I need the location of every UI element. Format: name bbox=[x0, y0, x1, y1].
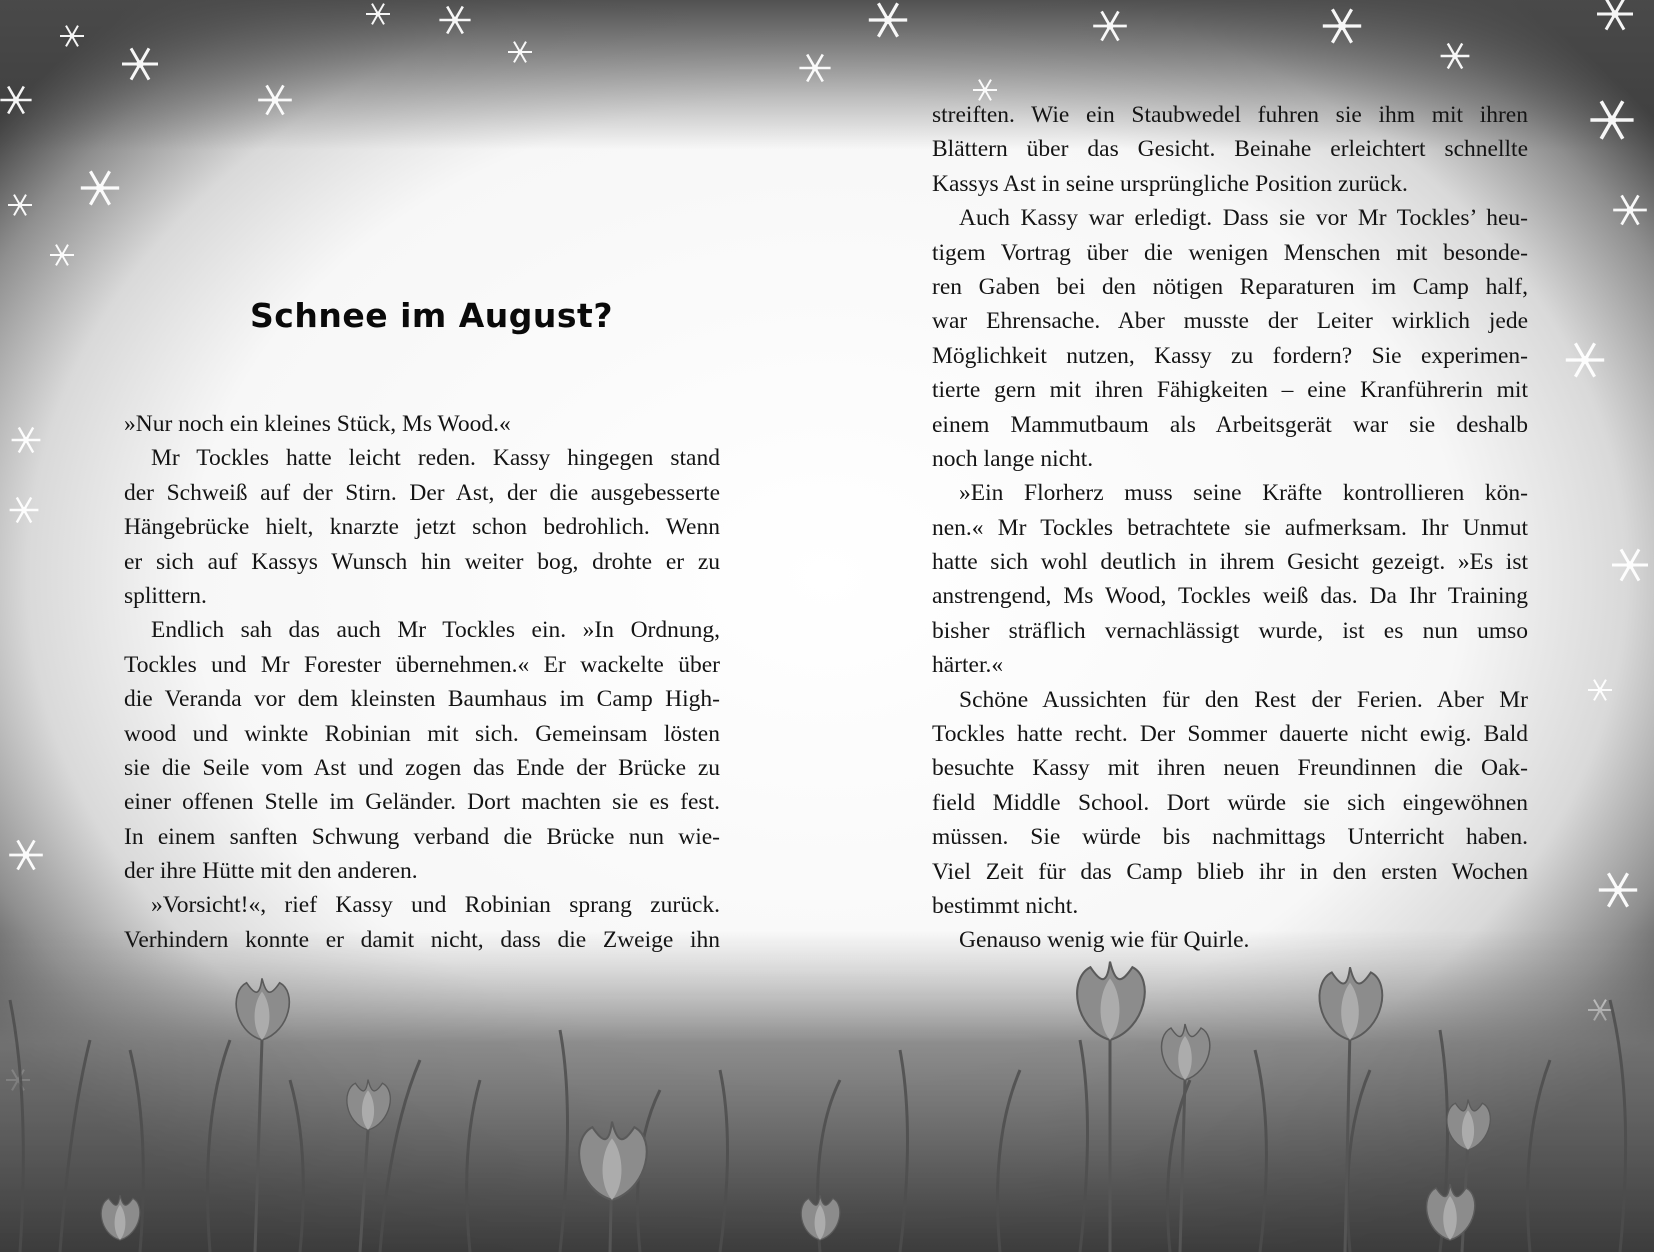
text-line: splittern. bbox=[124, 582, 207, 609]
text-line: bestimmt nicht. bbox=[932, 892, 1079, 919]
text-line: »Nur noch ein kleines Stück, Ms Wood.« bbox=[124, 411, 511, 437]
text-line: besuchte Kassy mit ihren neuen Freundinnen die Oak- bbox=[932, 755, 1528, 782]
text-line: bisher sträflich vernachlässigt wurde, ist es nun umso bbox=[932, 617, 1528, 644]
text-line: der ihre Hütte mit den anderen. bbox=[124, 858, 418, 885]
text-line: sie die Seile vom Ast und zogen das Ende der Brücke zu bbox=[124, 754, 720, 781]
right-page-text bbox=[932, 98, 1528, 958]
text-line: Verhindern konnte er damit nicht, dass die Zweige ihn bbox=[124, 926, 720, 953]
text-line: In einem sanften Schwung verband die Brücke nun wie- bbox=[124, 823, 720, 850]
text-line: einer offenen Stelle im Geländer. Dort machten sie es fest. bbox=[124, 789, 720, 816]
text-line: Tockles und Mr Forester übernehmen.« Er wackelte über bbox=[124, 651, 720, 678]
text-line: streiften. Wie ein Staubwedel fuhren sie ihm mit ihren bbox=[932, 102, 1528, 128]
text-line: »Vorsicht!«, rief Kassy und Robinian sprang zurück. bbox=[151, 892, 720, 919]
text-line: nen.« Mr Tockles betrachtete sie aufmerksam. Ihr Unmut bbox=[932, 514, 1528, 541]
text-line: ren Gaben bei den nötigen Reparaturen im Camp half, bbox=[932, 273, 1528, 300]
text-line: Genauso wenig wie für Quirle. bbox=[959, 927, 1250, 954]
text-line: Möglichkeit nutzen, Kassy zu fordern? Sie experimen- bbox=[932, 342, 1528, 369]
text-line: anstrengend, Ms Wood, Tockles weiß das. Da Ihr Training bbox=[932, 583, 1528, 610]
text-line: tierte gern mit ihren Fähigkeiten – eine Kranführerin mit bbox=[932, 377, 1528, 404]
text-line: »Ein Florherz muss seine Kräfte kontrollieren kön- bbox=[959, 480, 1528, 507]
text-line: noch lange nicht. bbox=[932, 445, 1094, 472]
text-line: Mr Tockles hatte leicht reden. Kassy hingegen stand bbox=[151, 445, 720, 472]
text-line: field Middle School. Dort würde sie sich eingewöhnen bbox=[932, 789, 1528, 816]
chapter-title: Schnee im August? bbox=[250, 296, 613, 335]
text-line: er sich auf Kassys Wunsch hin weiter bog, drohte er zu bbox=[124, 548, 720, 575]
text-line: Viel Zeit für das Camp blieb ihr in den ersten Wochen bbox=[932, 858, 1528, 885]
text-line: Endlich sah das auch Mr Tockles ein. »In Ordnung, bbox=[151, 617, 720, 644]
text-line: Hängebrücke hielt, knarzte jetzt schon bedrohlich. Wenn bbox=[124, 514, 720, 541]
text-line: wood und winkte Robinian mit sich. Gemeinsam lösten bbox=[124, 720, 720, 747]
text-line: härter.« bbox=[932, 652, 1004, 679]
text-line: Auch Kassy war erledigt. Dass sie vor Mr Tockles’ heu- bbox=[959, 205, 1528, 232]
text-line: Schöne Aussichten für den Rest der Ferien. Aber Mr bbox=[959, 686, 1528, 713]
text-line: Tockles hatte recht. Der Sommer dauerte nicht ewig. Bald bbox=[932, 721, 1528, 748]
text-line: war Ehrensache. Aber musste der Leiter wirklich jede bbox=[932, 308, 1528, 335]
text-line: einem Mammutbaum als Arbeitsgerät war sie deshalb bbox=[932, 411, 1528, 438]
text-line: tigem Vortrag über die wenigen Menschen mit besonde- bbox=[932, 239, 1528, 266]
text-line: Blättern über das Gesicht. Beinahe erleichtert schnellte bbox=[932, 136, 1528, 163]
text-line: hatte sich wohl deutlich in ihrem Gesicht gezeigt. »Es ist bbox=[932, 549, 1528, 576]
left-page-text bbox=[124, 407, 720, 957]
text-line: die Veranda vor dem kleinsten Baumhaus im Camp High- bbox=[124, 686, 720, 713]
text-line: der Schweiß auf der Stirn. Der Ast, der die ausgebesserte bbox=[124, 479, 720, 506]
text-line: müssen. Sie würde bis nachmittags Unterricht haben. bbox=[932, 824, 1528, 851]
text-line: Kassys Ast in seine ursprüngliche Position zurück. bbox=[932, 170, 1408, 197]
